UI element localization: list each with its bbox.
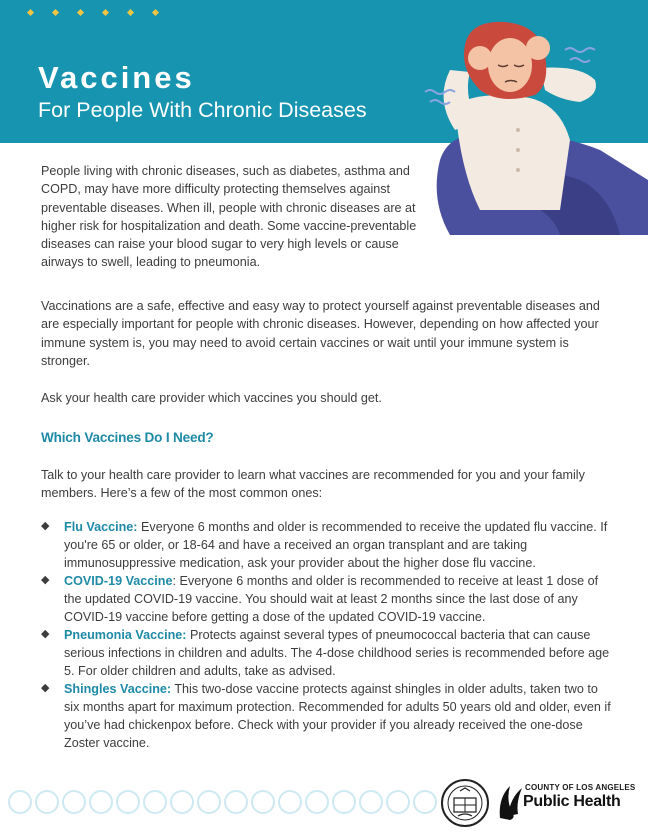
vaccine-description: : Everyone 6 months and older is recommended to receive at least 1 dose of the updated COVID-19 vaccine. You should wait at least 2 months since the last dose of any COVID-19 vaccine before getting a dose of the updated COVID-19 vaccine. [64, 574, 599, 624]
circle-icon [170, 790, 194, 814]
list-item [41, 626, 616, 680]
vaccine-description: Protects against several types of pneumococcal bacteria that can cause serious infections in children and adults. The 4-dose childhood series is recommended before age 5. For older children and adults, take as advised. [64, 628, 610, 678]
public-health-label: Public Health [523, 793, 621, 810]
page-subtitle: For People With Chronic Diseases [38, 98, 367, 122]
circle-icon [359, 790, 383, 814]
bullet-icon: ◆ [41, 520, 50, 532]
intro-paragraph-3: Ask your health care provider which vaccines you should get. [41, 391, 382, 405]
section-heading: Which Vaccines Do I Need? [41, 430, 214, 445]
intro-paragraph-1: People living with chronic diseases, such as diabetes, asthma and COPD, may have more difficulty protecting themselves against preventable diseases. When ill, people with chronic diseases are at higher risk for hospitalization and death. Some vaccine-preventable diseases can raise your blood sugar to very high levels or cause airways to swell, leading to pneumonia. [41, 164, 417, 270]
diamond-dot-icon [77, 9, 84, 16]
bullet-icon: ◆ [41, 682, 50, 694]
decorative-circles [8, 790, 437, 814]
circle-icon [224, 790, 248, 814]
circle-icon [35, 790, 59, 814]
circle-icon [8, 790, 32, 814]
circle-icon [143, 790, 167, 814]
circle-icon [62, 790, 86, 814]
vaccine-term: Pneumonia Vaccine: [64, 628, 187, 642]
vaccine-description: Everyone 6 months and older is recommended to receive the updated flu vaccine. If you're 65 or older, or 18-64 and have a received an organ transplant and are taking immunosuppressive medication, ask your provider about the higher dose flu vaccine. [64, 520, 608, 570]
diamond-dot-icon [127, 9, 134, 16]
circle-icon [386, 790, 410, 814]
circle-icon [278, 790, 302, 814]
vaccine-description: This two-dose vaccine protects against shingles in older adults, taken two to six months apart for maximum protection. Recommended for adults 50 years old and older, even if you’ve had chickenpox before. Check with your provider if you already received the one-dose Zoster vaccine. [64, 682, 611, 750]
section-intro: Talk to your health care provider to learn what vaccines are recommended for you and your family members. Here’s a few of the most common ones: [41, 468, 585, 501]
circle-icon [89, 790, 113, 814]
vaccine-term: Shingles Vaccine: [64, 682, 172, 696]
diamond-dot-icon [52, 9, 59, 16]
diamond-dot-icon [102, 9, 109, 16]
woman-headache-illustration [410, 10, 648, 235]
circle-icon [251, 790, 275, 814]
county-label: COUNTY OF LOS ANGELES [525, 783, 636, 792]
list-item [41, 572, 616, 626]
list-item [41, 518, 616, 572]
intro-paragraph-2: Vaccinations are a safe, effective and easy way to protect yourself against preventable diseases and are especially important for people with chronic diseases. However, depending on how affected your immune system is, you may need to avoid certain vaccines or wait until your immune system is stronger. [41, 299, 600, 368]
circle-icon [332, 790, 356, 814]
vaccine-term: Flu Vaccine: [64, 520, 138, 534]
vaccine-term: COVID-19 Vaccine [64, 574, 173, 588]
vaccine-list [41, 518, 616, 752]
county-seal-icon [440, 778, 490, 828]
bullet-icon: ◆ [41, 574, 50, 586]
page-title: Vaccines [38, 60, 195, 95]
circle-icon [116, 790, 140, 814]
circle-icon [413, 790, 437, 814]
bullet-icon: ◆ [41, 628, 50, 640]
decorative-dots [28, 10, 158, 15]
list-item [41, 680, 616, 752]
circle-icon [197, 790, 221, 814]
circle-icon [305, 790, 329, 814]
diamond-dot-icon [27, 9, 34, 16]
diamond-dot-icon [152, 9, 159, 16]
